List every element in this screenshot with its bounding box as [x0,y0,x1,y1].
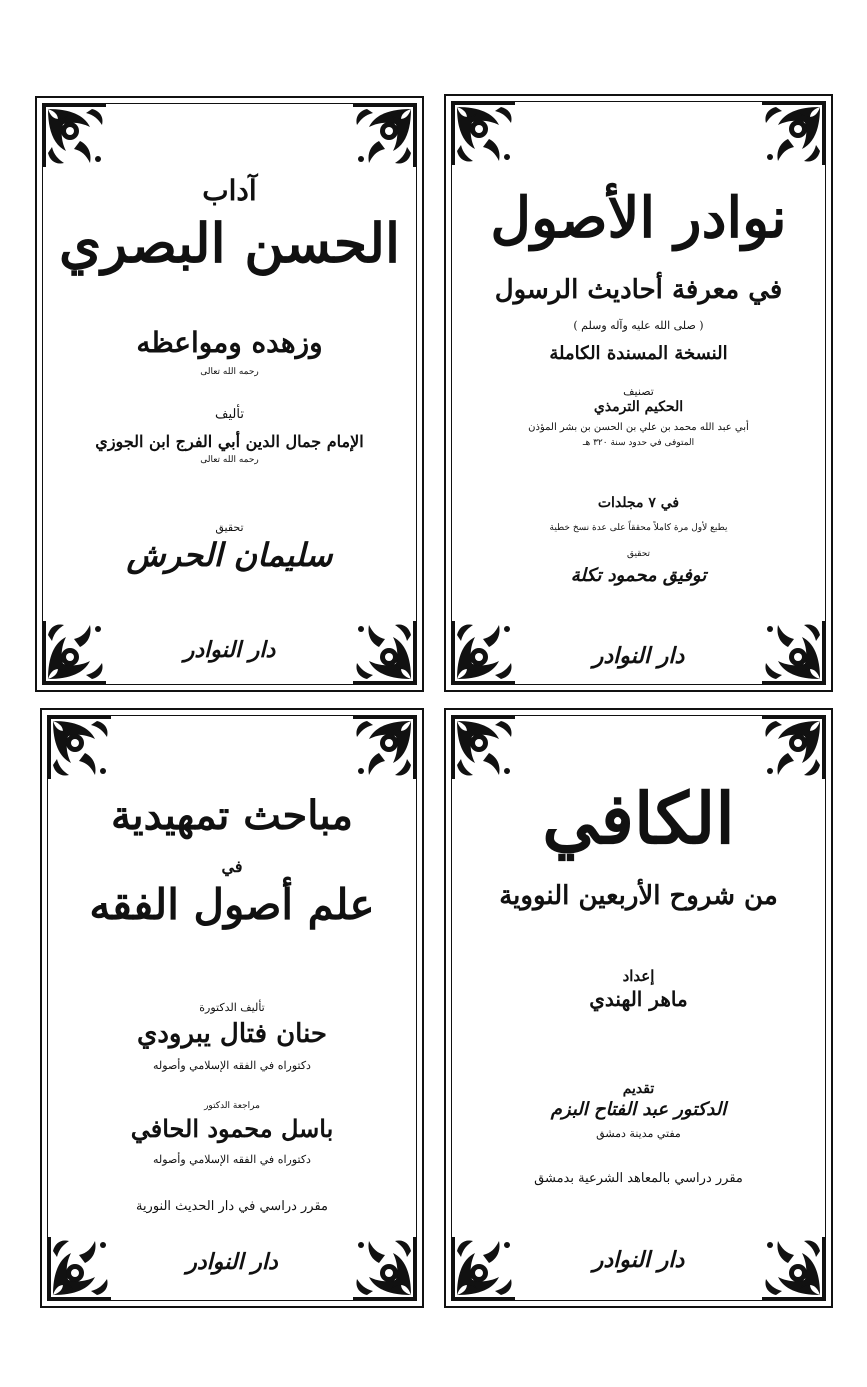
editor-name: سليمان الحرش [126,536,333,574]
book-subtitle: وزهده ومواعظه [136,326,323,359]
corner-ornament-icon [760,99,828,167]
author-full-name: أبي عبد الله محمد بن علي بن الحسن بن بشر المؤذن [528,422,749,433]
publisher-logo: دار النوادر [183,637,276,663]
book-title: الكافي [542,777,735,860]
honorific-text: رحمه الله تعالى [200,367,259,377]
publisher-logo: دار النوادر [186,1249,278,1275]
publisher-logo: دار النوادر [592,643,685,669]
book-subtitle: في معرفة أحاديث الرسول [494,275,783,305]
book-pre-title: آداب [202,174,257,207]
intro-label: تقديم [622,1081,655,1097]
intro-role: مفتي مدينة دمشق [596,1127,681,1140]
edition-text: النسخة المسندة الكاملة [549,343,728,364]
book-title: مباحث تمهيدية [111,792,353,839]
book-cover-adab [35,96,424,692]
by-label: تصنيف [623,385,654,398]
book-title: الحسن البصري [58,211,401,275]
by-label: تأليف الدكتورة [199,1001,265,1014]
author-name: حنان فتال يبرودي [136,1019,328,1049]
publisher-logo: دار النوادر [592,1247,685,1273]
book-cover-kafi [444,708,833,1308]
corner-ornament-icon [449,99,517,167]
corner-ornament-icon [760,713,828,781]
author-name: الإمام جمال الدين أبي الفرج ابن الجوزي [95,432,364,451]
editor-label: تحقيق [215,521,244,534]
course-note: مقرر دراسي بالمعاهد الشرعية بدمشق [534,1171,743,1186]
reviewer-role: دكتوراه في الفقه الإسلامي وأصوله [153,1153,311,1166]
corner-ornament-icon [351,713,419,781]
author-name: ماهر الهندي [589,987,688,1011]
author-role: دكتوراه في الفقه الإسلامي وأصوله [153,1059,311,1072]
book-title: نوادر الأصول [490,185,787,251]
prep-label: إعداد [622,967,655,985]
editor-name: توفيق محمود تكلة [570,565,707,586]
corner-ornament-icon [40,101,108,169]
editor-label: تحقيق [626,549,651,559]
course-note: مقرر دراسي في دار الحديث النورية [135,1199,329,1214]
volumes-text: في ٧ مجلدات [597,495,680,511]
author-name: الحكيم الترمذي [593,399,684,415]
corner-ornament-icon [449,713,517,781]
author-death: المتوفى في حدود سنة ٣٢٠ هـ [582,438,695,448]
corner-ornament-icon [351,101,419,169]
edition-note: يطبع لأول مرة كاملاً محققاً على عدة نسخ خطية [549,523,728,533]
intro-by: الدكتور عبد الفتاح البزم [550,1099,727,1120]
blessing-text: ( صلى الله عليه وآله وسلم ) [573,319,704,332]
book-title-line2: علم أصول الفقه [89,880,375,929]
book-subtitle: من شروح الأربعين النووية [499,881,778,911]
title-connector: في [221,857,243,876]
review-label: مراجعة الدكتور [204,1101,260,1111]
book-cover-nawadir [444,94,833,692]
by-label: تأليف [215,407,244,422]
book-cover-mabahith [40,708,424,1308]
reviewer-name: باسل محمود الحافي [130,1114,334,1143]
author-honorific: رحمه الله تعالى [200,455,259,465]
corner-ornament-icon [45,713,113,781]
